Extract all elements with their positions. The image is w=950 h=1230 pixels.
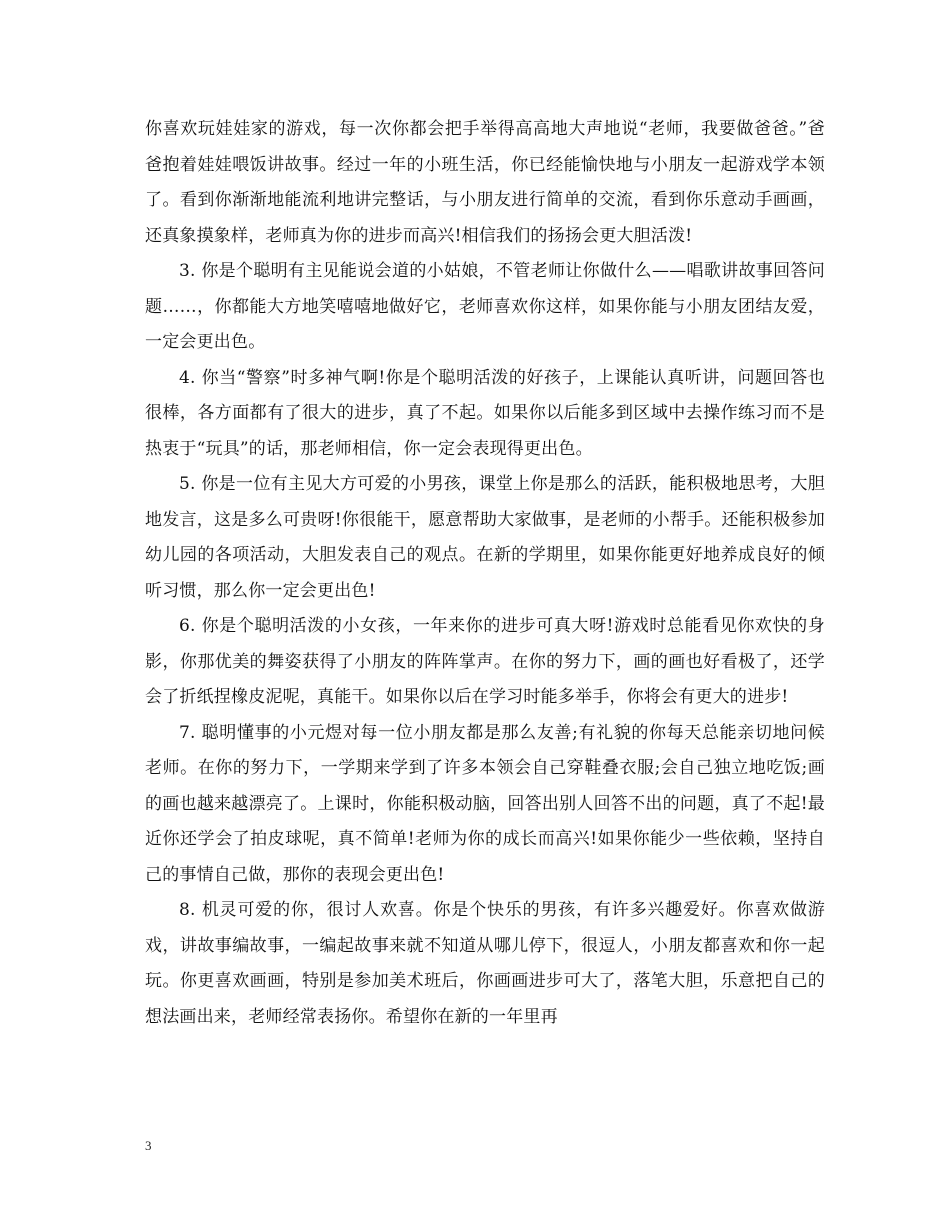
paragraph-5: 6. 你是个聪明活泼的小女孩，一年来你的进步可真大呀!游戏时总能看见你欢快的身影，你那优美的舞姿获得了小朋友的阵阵掌声。在你的努力下，画的画也好看极了，还学会了折纸捏橡皮泥呢，真能干。如果你以后在学习时能多举手，你将会有更大的进步! bbox=[145, 616, 825, 707]
paragraph-3: 4. 你当“警察”时多神气啊!你是个聪明活泼的好孩子，上课能认真听讲，问题回答也很棒，各方面都有了很大的进步，真了不起。如果你以后能多到区域中去操作练习而不是热衷于“玩具”的话，那老师相信，你一定会表现得更出色。 bbox=[145, 367, 825, 459]
page-number: 3 bbox=[145, 1138, 152, 1153]
paragraph-7: 8. 机灵可爱的你，很讨人欢喜。你是个快乐的男孩，有许多兴趣爱好。你喜欢做游戏，讲故事编故事，一编起故事来就不知道从哪儿停下，很逗人，小朋友都喜欢和你一起玩。你更喜欢画画，特别是参加美术班后，你画画进步可大了，落笔大胆，乐意把自己的想法画出来，老师经常表扬你。希望你在新的一年里再 bbox=[145, 900, 825, 1027]
paragraph-2: 3. 你是个聪明有主见能说会道的小姑娘，不管老师让你做什么——唱歌讲故事回答问题……，你都能大方地笑嘻嘻地做好它，老师喜欢你这样，如果你能与小朋友团结友爱，一定会更出色。 bbox=[145, 261, 825, 352]
paragraph-1: 你喜欢玩娃娃家的游戏，每一次你都会把手举得高高地大声地说“老师，我要做爸爸。”爸爸抱着娃娃喂饭讲故事。经过一年的小班生活，你已经能愉快地与小朋友一起游戏学本领了。看到你渐渐地能流利地讲完整话，与小朋友进行简单的交流，看到你乐意动手画画，还真象摸象样，老师真为你的进步而高兴!相信我们的扬扬会更大胆活泼! bbox=[145, 119, 825, 246]
document-body bbox=[145, 112, 825, 1035]
paragraph-4: 5. 你是一位有主见大方可爱的小男孩，课堂上你是那么的活跃，能积极地思考，大胆地发言，这是多么可贵呀!你很能干，愿意帮助大家做事，是老师的小帮手。还能积极参加幼儿园的各项活动，大胆发表自己的观点。在新的学期里，如果你能更好地养成良好的倾听习惯，那么你一定会更出色! bbox=[145, 474, 825, 601]
paragraph-6: 7. 聪明懂事的小元煜对每一位小朋友都是那么友善;有礼貌的你每天总能亲切地问候老师。在你的努力下，一学期来学到了许多本领会自己穿鞋叠衣服;会自己独立地吃饭;画的画也越来越漂亮了。上课时，你能积极动脑，回答出别人回答不出的问题，真了不起!最近你还学会了拍皮球呢，真不简单!老师为你的成长而高兴!如果你能少一些依赖，坚持自己的事情自己做，那你的表现会更出色! bbox=[145, 722, 825, 885]
